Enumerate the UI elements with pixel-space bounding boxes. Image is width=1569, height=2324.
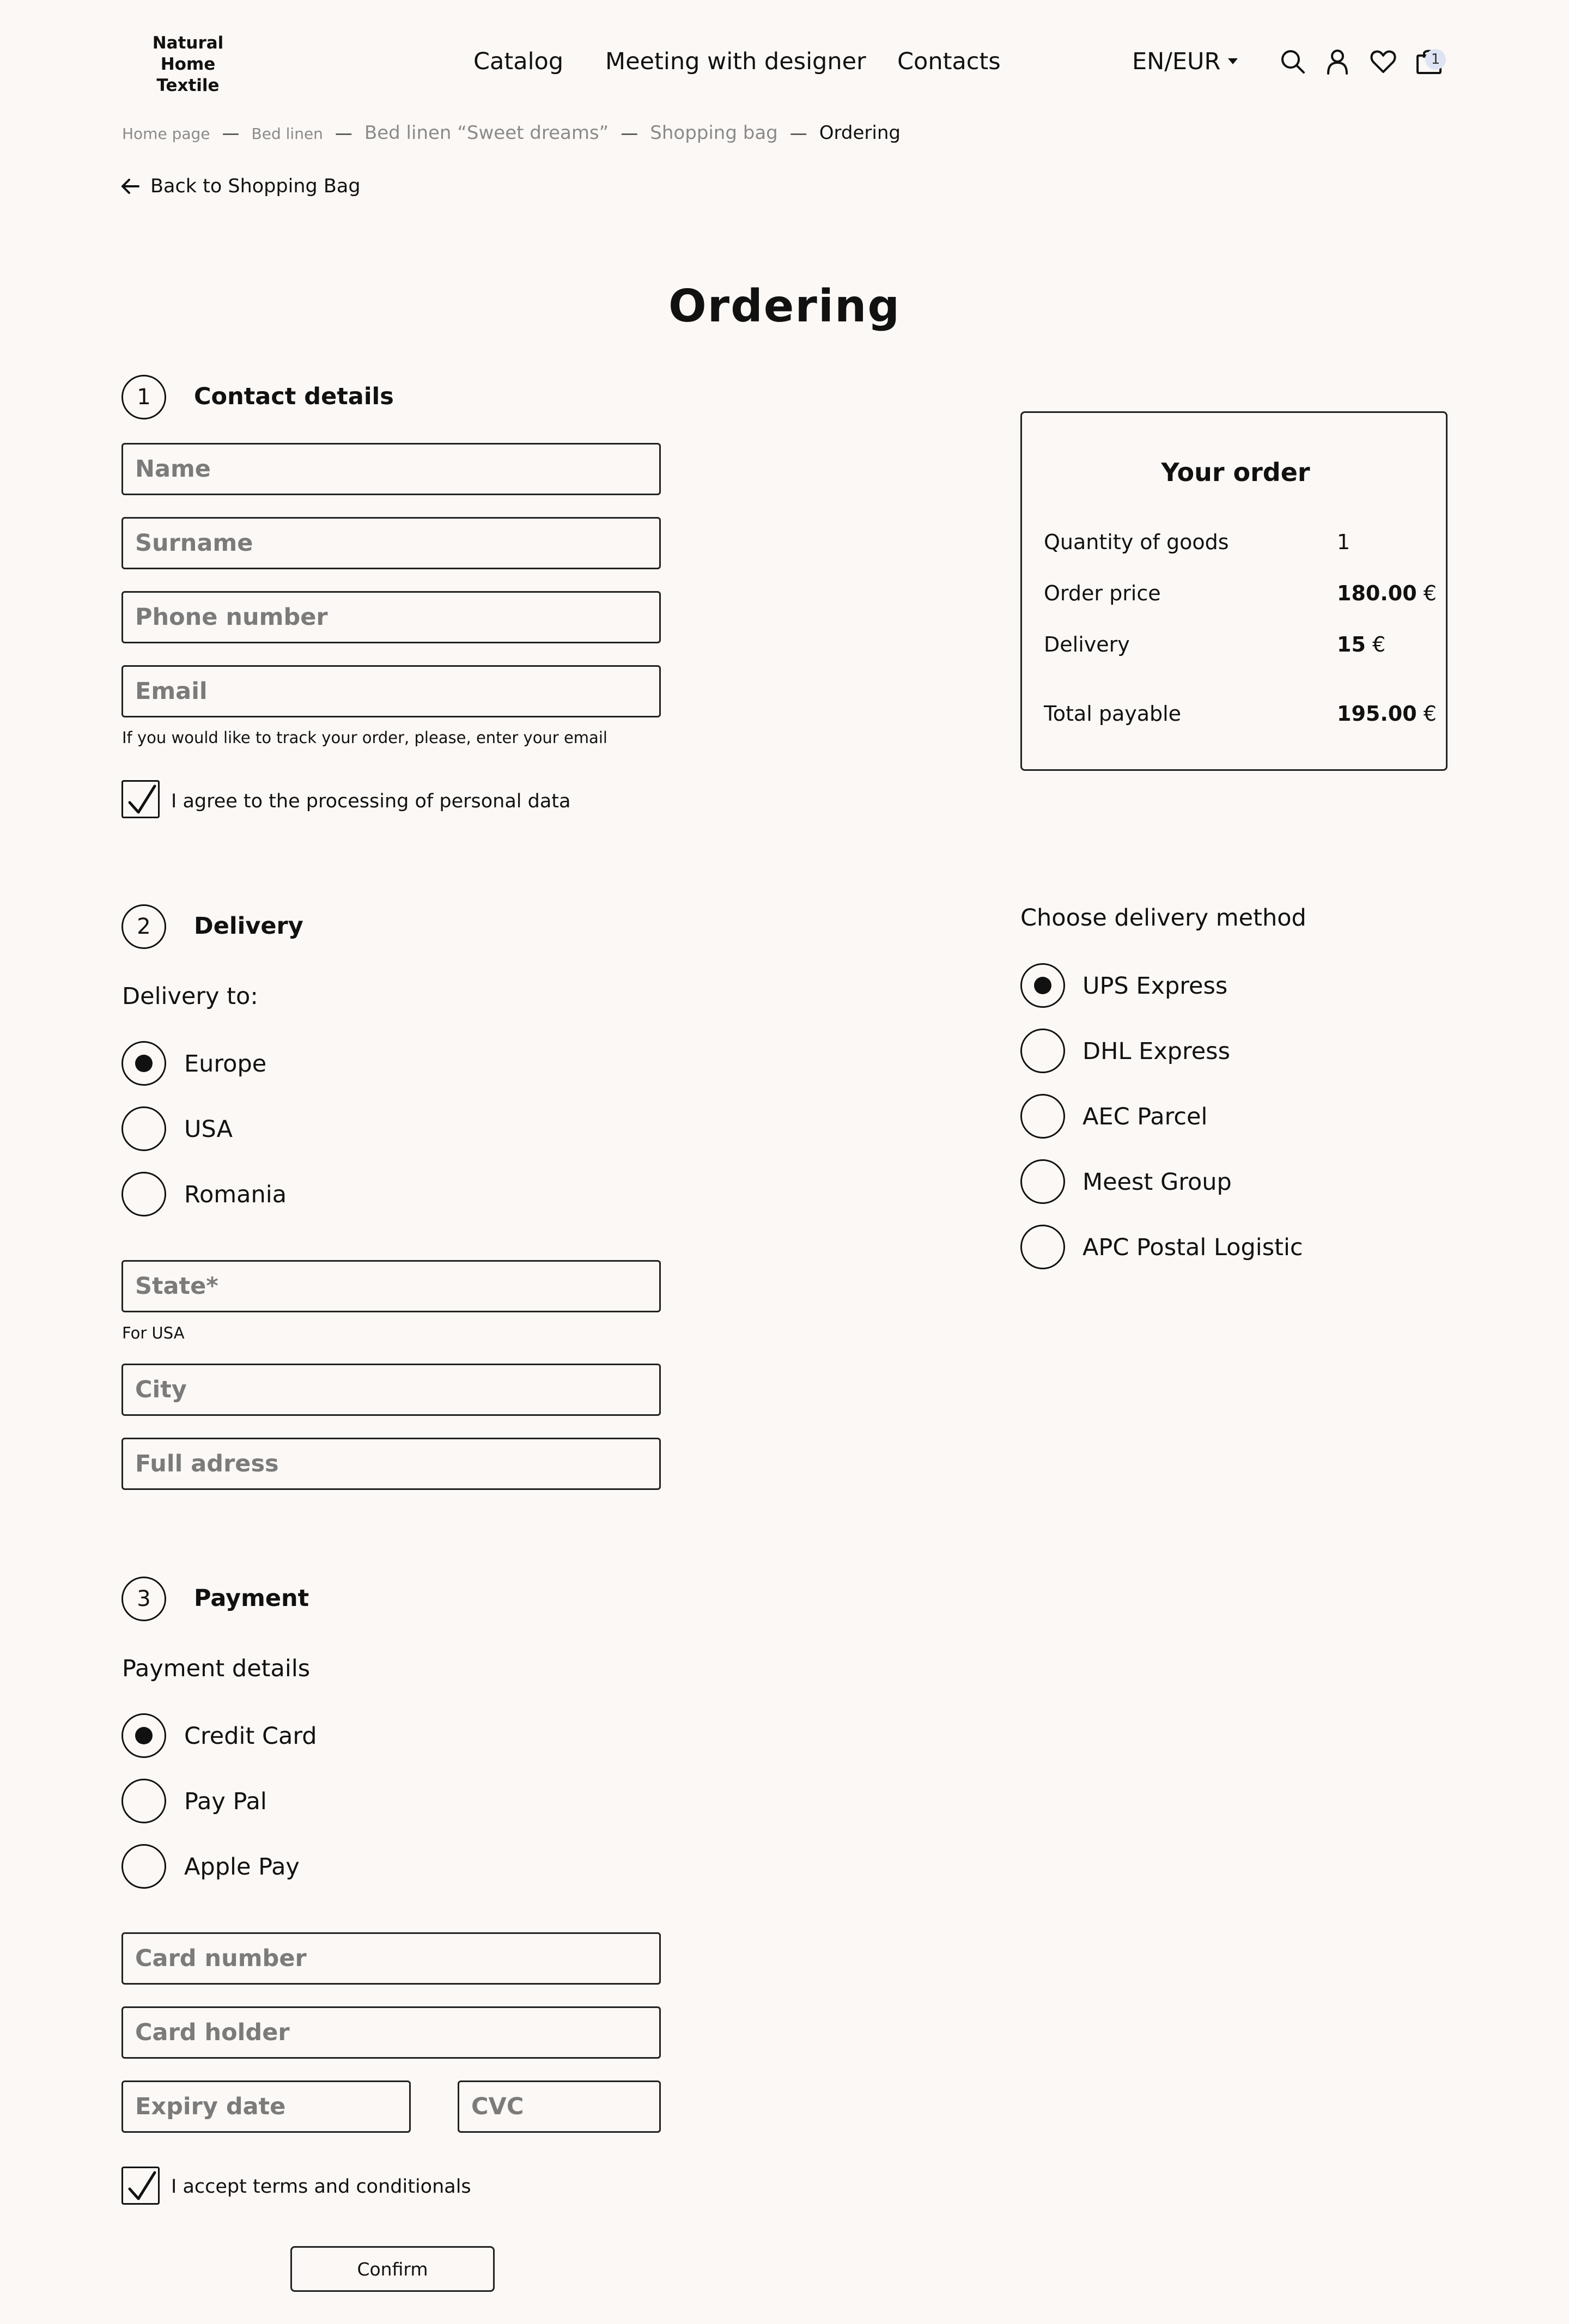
radio-region-europe[interactable] <box>121 1041 166 1086</box>
state-input[interactable] <box>121 1260 661 1312</box>
logo-line-1: Natural Home <box>152 33 224 74</box>
delivery-cost-amount: 15 <box>1337 632 1366 656</box>
radio-selected-dot <box>135 1055 153 1072</box>
step-number-2: 2 <box>121 904 166 949</box>
order-summary-title: Your order <box>1161 458 1310 487</box>
search-icon[interactable] <box>1278 47 1308 76</box>
radio-method-apc[interactable] <box>1020 1225 1065 1269</box>
card-number-input[interactable] <box>121 1932 661 1985</box>
currency-symbol: € <box>1423 581 1437 605</box>
radio-method-meest[interactable] <box>1020 1159 1065 1204</box>
personal-data-label: I agree to the processing of personal data <box>171 790 571 812</box>
step-number-3: 3 <box>121 1577 166 1621</box>
language-currency-value: EN/EUR <box>1132 48 1221 75</box>
total-amount: 195.00 <box>1337 702 1417 726</box>
nav-contacts[interactable]: Contacts <box>897 48 1001 75</box>
region-europe-label: Europe <box>184 1050 267 1078</box>
method-dhl-label: DHL Express <box>1083 1038 1230 1065</box>
heart-icon[interactable] <box>1369 47 1398 76</box>
nav-meeting-with-designer[interactable]: Meeting with designer <box>605 48 866 75</box>
total-value <box>1337 702 1437 726</box>
method-ups-label: UPS Express <box>1083 972 1228 1000</box>
state-hint: For USA <box>122 1324 185 1342</box>
checkmark-icon <box>123 2168 161 2206</box>
quantity-label: Quantity of goods <box>1044 530 1229 554</box>
radio-method-ups[interactable] <box>1020 963 1065 1008</box>
nav-catalog[interactable]: Catalog <box>473 48 564 75</box>
payment-apple-pay-label: Apple Pay <box>184 1853 300 1881</box>
radio-selected-dot <box>1034 977 1051 994</box>
delivery-to-label: Delivery to: <box>122 983 258 1010</box>
cart-count-badge: 1 <box>1425 49 1446 70</box>
breadcrumb-separator: — <box>222 123 240 143</box>
email-input[interactable] <box>121 665 661 717</box>
order-price-label: Order price <box>1044 581 1161 605</box>
terms-label: I accept terms and conditionals <box>171 2176 471 2198</box>
breadcrumb-bed-linen[interactable]: Bed linen <box>251 125 323 143</box>
radio-selected-dot <box>135 1727 153 1744</box>
payment-details-label: Payment details <box>122 1655 311 1682</box>
expiry-date-input[interactable] <box>121 2080 411 2133</box>
section-title-payment: Payment <box>194 1585 309 1612</box>
order-price-value <box>1337 581 1437 605</box>
radio-method-dhl[interactable] <box>1020 1029 1065 1073</box>
method-aec-label: AEC Parcel <box>1083 1103 1208 1130</box>
arrow-left-icon <box>120 176 141 197</box>
breadcrumb-separator: — <box>621 123 638 143</box>
section-title-delivery: Delivery <box>194 912 303 940</box>
delivery-cost-label: Delivery <box>1044 632 1130 656</box>
breadcrumb-shopping-bag[interactable]: Shopping bag <box>650 122 778 144</box>
surname-input[interactable] <box>121 517 661 569</box>
radio-region-usa[interactable] <box>121 1106 166 1151</box>
radio-payment-credit-card[interactable] <box>121 1713 166 1758</box>
card-holder-input[interactable] <box>121 2006 661 2059</box>
user-icon[interactable] <box>1323 47 1352 76</box>
breadcrumb-separator: — <box>335 123 352 143</box>
back-to-bag-link[interactable] <box>120 173 361 199</box>
region-usa-label: USA <box>184 1116 233 1143</box>
currency-symbol: € <box>1372 632 1386 656</box>
currency-symbol: € <box>1423 702 1437 726</box>
cvc-input[interactable] <box>458 2080 661 2133</box>
phone-input[interactable] <box>121 591 661 643</box>
breadcrumb-product[interactable]: Bed linen “Sweet dreams” <box>364 122 609 144</box>
method-apc-label: APC Postal Logistic <box>1083 1234 1303 1261</box>
radio-region-romania[interactable] <box>121 1172 166 1216</box>
breadcrumb-current: Ordering <box>819 122 901 144</box>
radio-payment-apple-pay[interactable] <box>121 1844 166 1889</box>
checkmark-icon <box>123 782 161 820</box>
email-hint: If you would like to track your order, please, enter your email <box>122 728 607 747</box>
method-meest-label: Meest Group <box>1083 1169 1232 1196</box>
breadcrumb-separator: — <box>789 123 807 143</box>
delivery-cost-value <box>1337 632 1385 656</box>
name-input[interactable] <box>121 443 661 495</box>
logo-line-2: Textile <box>156 76 220 95</box>
payment-paypal-label: Pay Pal <box>184 1788 267 1815</box>
total-label: Total payable <box>1044 702 1182 726</box>
page-title: Ordering <box>668 281 901 332</box>
caret-down-icon <box>1228 58 1238 64</box>
language-currency-selector[interactable] <box>1132 48 1238 75</box>
confirm-button[interactable]: Confirm <box>290 2246 495 2292</box>
section-title-contact: Contact details <box>194 383 394 410</box>
payment-credit-card-label: Credit Card <box>184 1723 317 1750</box>
step-number-1: 1 <box>121 375 166 419</box>
site-logo[interactable] <box>125 33 251 96</box>
personal-data-checkbox[interactable] <box>121 780 160 818</box>
back-link-label: Back to Shopping Bag <box>150 175 361 197</box>
breadcrumb <box>122 122 901 146</box>
delivery-method-title: Choose delivery method <box>1020 904 1306 932</box>
order-price-amount: 180.00 <box>1337 581 1417 605</box>
quantity-value: 1 <box>1337 530 1351 554</box>
address-input[interactable] <box>121 1438 661 1490</box>
city-input[interactable] <box>121 1364 661 1416</box>
region-romania-label: Romania <box>184 1181 287 1208</box>
terms-checkbox[interactable] <box>121 2167 160 2205</box>
order-summary <box>1020 411 1448 771</box>
breadcrumb-home[interactable]: Home page <box>122 125 210 143</box>
radio-method-aec[interactable] <box>1020 1094 1065 1139</box>
radio-payment-paypal[interactable] <box>121 1779 166 1823</box>
